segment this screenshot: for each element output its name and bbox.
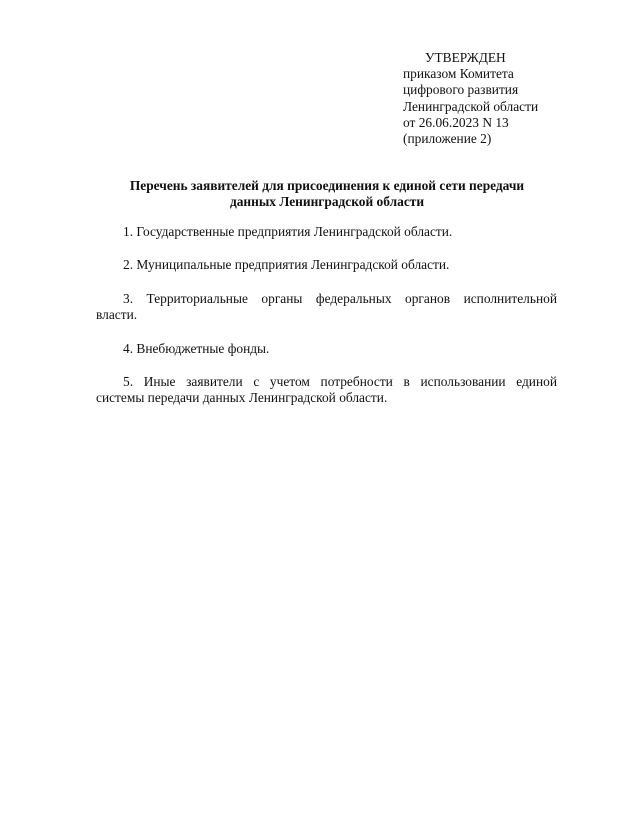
- approval-line-date-number: от 26.06.2023 N 13: [403, 114, 509, 130]
- list-item-5-line-2: системы передачи данных Ленинградской области.: [96, 390, 388, 406]
- list-item-5-line-1: 5. Иные заявители с учетом потребности в использовании единой: [123, 374, 557, 390]
- list-item-3: [96, 291, 557, 324]
- applicant-list: [96, 224, 557, 424]
- approval-heading: УТВЕРЖДЕН: [425, 50, 506, 65]
- approval-line-committee: цифрового развития: [403, 82, 519, 98]
- list-item-2: 2. Муниципальные предприятия Ленинградской области.: [123, 257, 450, 273]
- list-item-5: [96, 374, 557, 407]
- title-line-1: Перечень заявителей для присоединения к единой сети передачи: [129, 178, 525, 193]
- document-title: [96, 178, 558, 211]
- approval-stamp: [403, 50, 583, 147]
- title-line-2: данных Ленинградской области: [229, 194, 425, 210]
- approval-line-order: приказом Комитета: [403, 66, 514, 82]
- approval-line-appendix: (приложение 2): [403, 131, 492, 147]
- list-item-1: 1. Государственные предприятия Ленинградской области.: [123, 224, 453, 239]
- list-item-4: 4. Внебюджетные фонды.: [123, 340, 270, 356]
- list-item-3-line-1: 3. Территориальные органы федеральных органов исполнительной: [123, 290, 557, 306]
- approval-line-region: Ленинградской области: [403, 98, 539, 114]
- list-item-3-line-2: власти.: [96, 307, 138, 323]
